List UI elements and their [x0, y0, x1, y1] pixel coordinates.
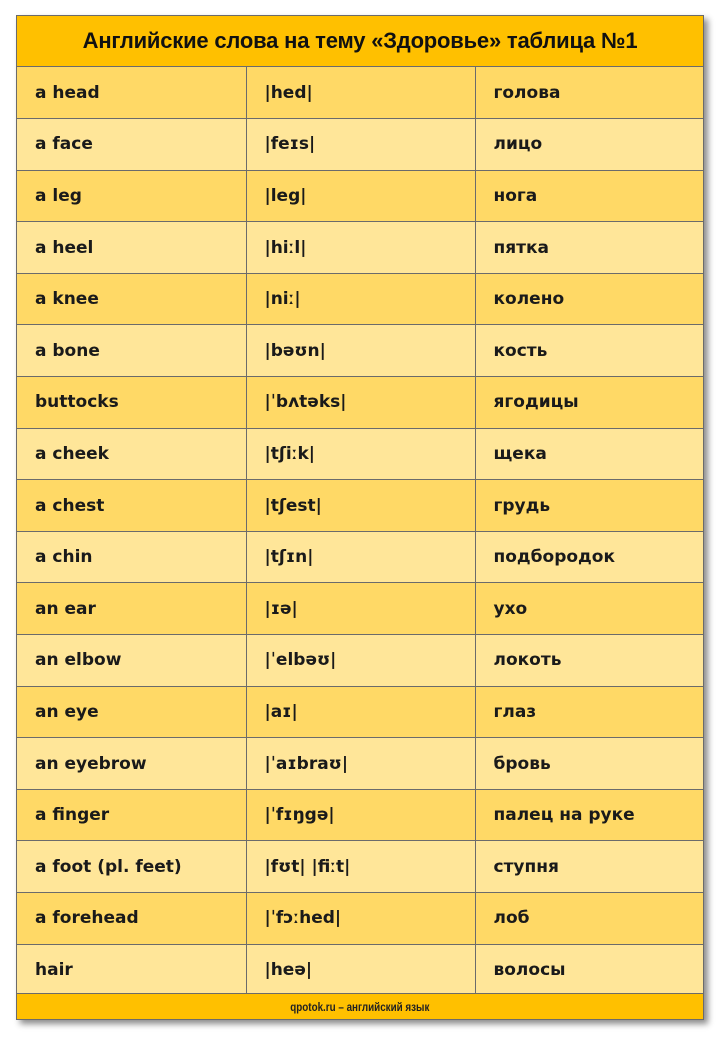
footer-credit — [17, 993, 703, 1019]
table-row — [17, 67, 703, 119]
translation-cell: палец на руке — [475, 789, 703, 841]
page-title: Английские слова на тему «Здоровье» таблица №1 — [17, 16, 703, 67]
table-row — [17, 738, 703, 790]
transcription-cell: |tʃest| — [246, 480, 475, 532]
word-cell: an eyebrow — [17, 738, 246, 790]
table-row — [17, 893, 703, 945]
transcription-cell: |ˈelbəʊ| — [246, 635, 475, 687]
transcription-cell: |hed| — [246, 67, 475, 119]
translation-cell: ступня — [475, 841, 703, 893]
transcription-cell: |ˈfɔːhed| — [246, 893, 475, 945]
word-cell: a forehead — [17, 893, 246, 945]
table-row — [17, 583, 703, 635]
translation-cell: пятка — [475, 222, 703, 274]
table-row — [17, 944, 703, 996]
translation-cell: грудь — [475, 480, 703, 532]
table-row — [17, 119, 703, 171]
word-cell: a foot (pl. feet) — [17, 841, 246, 893]
table-row — [17, 222, 703, 274]
word-cell: a chin — [17, 531, 246, 583]
transcription-cell: |hiːl| — [246, 222, 475, 274]
table-row — [17, 170, 703, 222]
word-cell: a heel — [17, 222, 246, 274]
word-cell: a head — [17, 67, 246, 119]
translation-cell: бровь — [475, 738, 703, 790]
table-row — [17, 480, 703, 532]
word-cell: a bone — [17, 325, 246, 377]
table-row — [17, 789, 703, 841]
translation-cell: нога — [475, 170, 703, 222]
transcription-cell: |feɪs| — [246, 119, 475, 171]
word-cell: a leg — [17, 170, 246, 222]
word-cell: a knee — [17, 273, 246, 325]
word-cell: an eye — [17, 686, 246, 738]
translation-cell: кость — [475, 325, 703, 377]
translation-cell: голова — [475, 67, 703, 119]
transcription-cell: |bəʊn| — [246, 325, 475, 377]
table-row — [17, 428, 703, 480]
word-cell: a cheek — [17, 428, 246, 480]
footer-text: qpotok.ru – английский язык — [290, 999, 430, 1014]
vocabulary-card — [16, 15, 704, 1020]
word-cell: a finger — [17, 789, 246, 841]
translation-cell: лоб — [475, 893, 703, 945]
translation-cell: подбородок — [475, 531, 703, 583]
word-cell: a chest — [17, 480, 246, 532]
translation-cell: ухо — [475, 583, 703, 635]
transcription-cell: |ɪə| — [246, 583, 475, 635]
word-cell: a face — [17, 119, 246, 171]
word-cell: buttocks — [17, 377, 246, 429]
transcription-cell: |aɪ| — [246, 686, 475, 738]
transcription-cell: |niː| — [246, 273, 475, 325]
transcription-cell: |ˈfɪŋgə| — [246, 789, 475, 841]
transcription-cell: |ˈaɪbraʊ| — [246, 738, 475, 790]
table-row — [17, 325, 703, 377]
table-row — [17, 531, 703, 583]
table-row — [17, 377, 703, 429]
transcription-cell: |leg| — [246, 170, 475, 222]
vocabulary-rows — [17, 67, 703, 996]
translation-cell: глаз — [475, 686, 703, 738]
translation-cell: колено — [475, 273, 703, 325]
transcription-cell: |tʃɪn| — [246, 531, 475, 583]
transcription-cell: |ˈbʌtəks| — [246, 377, 475, 429]
translation-cell: локоть — [475, 635, 703, 687]
table-row — [17, 686, 703, 738]
vocabulary-table — [17, 67, 703, 996]
transcription-cell: |heə| — [246, 944, 475, 996]
table-row — [17, 635, 703, 687]
transcription-cell: |tʃiːk| — [246, 428, 475, 480]
table-row — [17, 273, 703, 325]
translation-cell: волосы — [475, 944, 703, 996]
translation-cell: ягодицы — [475, 377, 703, 429]
translation-cell: щека — [475, 428, 703, 480]
word-cell: an elbow — [17, 635, 246, 687]
transcription-cell: |fʊt| |fiːt| — [246, 841, 475, 893]
word-cell: an ear — [17, 583, 246, 635]
translation-cell: лицо — [475, 119, 703, 171]
word-cell: hair — [17, 944, 246, 996]
table-row — [17, 841, 703, 893]
